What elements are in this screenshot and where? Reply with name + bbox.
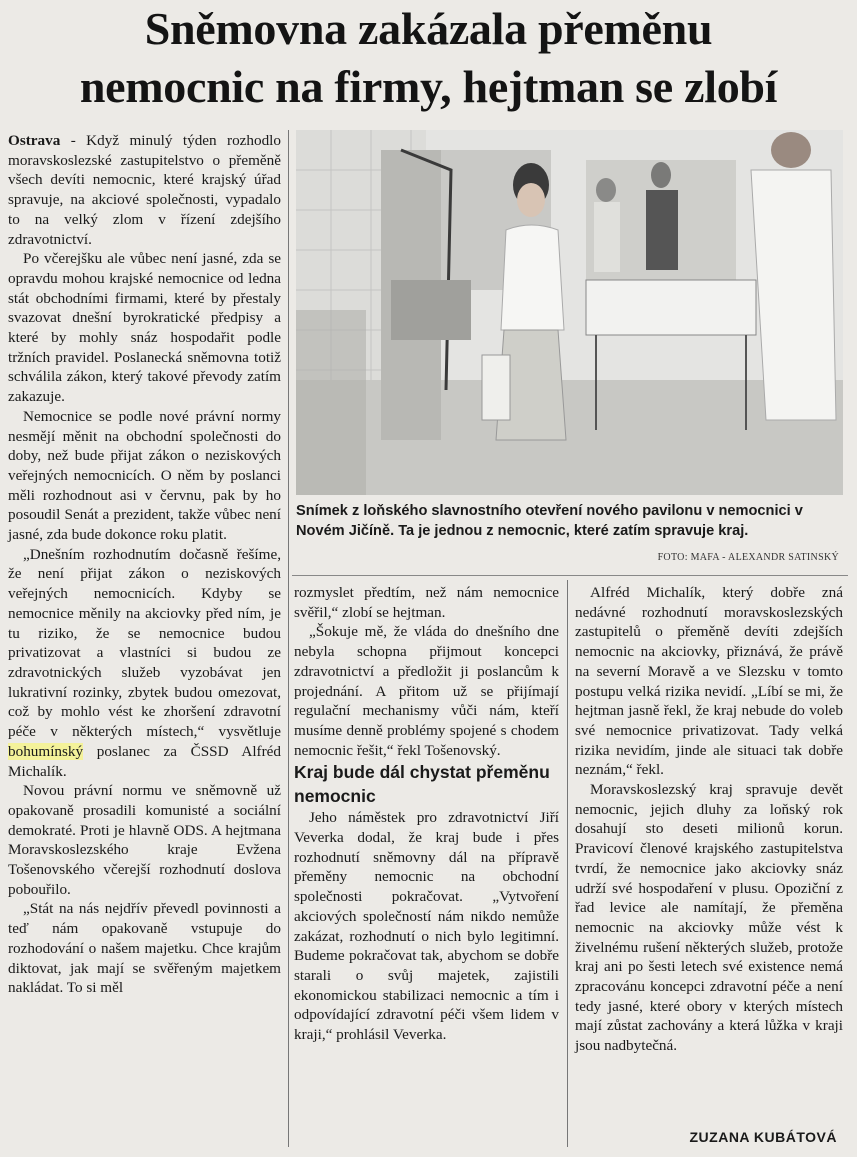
photo-divider [292, 575, 848, 576]
headline-line-1: Sněmovna zakázala přeměnu [144, 3, 713, 54]
column-2 [294, 583, 559, 1045]
paragraph: Nemocnice se podle nové právní normy nesmějí měnit na obchodní společnosti do doby, než bude přijat zákon o neziskových veřejných nemocnicích. O něm by poslanci měli rozhodnout asi v červnu, pak by ho posoudil Senát a prezident, takže vůbec není jasné, zda bude dokonce roku platit. [8, 407, 281, 544]
paragraph-quote: „Dnešním rozhodnutím dočasně řešíme, že není přijat zákon o neziskových veřejných nemocnicích. Kdyby se nemocnice měnily na akciovky před ním, je tu riziko, že se nemocnice budou privatizovat a vlastníci si budou ze zdravotnických služeb vyzobávat jen lukrativní rozinky, zbytek budou omezovat, což by mohlo vést ke zhoršení zdravotní péče v některých místech,“ vysvětluje bohumínský poslanec za ČSSD Alfréd Michalík. [8, 545, 281, 780]
headline [0, 0, 857, 116]
hospital-room-illustration [296, 130, 843, 495]
paragraph-quote: „Stát na nás nejdřív převedl povinnosti a teď nám opakovaně vstupuje do rozhodování o našem majetku. Chce krajům diktovat, jak mají se svěřeným majetkem nakládat. To si měl [8, 900, 281, 997]
dateline: Ostrava [8, 132, 61, 149]
headline-line-2: nemocnic na firmy, hejtman se zlobí [79, 61, 778, 112]
column-divider [567, 580, 568, 1147]
paragraph: Moravskoslezský kraj spravuje devět nemocnic, jejich dluhy za loňský rok dosahují sto deseti milionů korun. Pravicoví členové krajského zastupitelstva tvrdí, že nemocnice jako akciovky snáz udrží své hospodaření v plusu. Opoziční z řad levice ale namítají, že přeměna nemocnic na akciovky může vést k živelnému rušení některých služeb, protože kraj ani po šesti letech své existence nemá zpracovánu koncepci zdravotní péče a není tedy jasné, které obory v kterých místech mají zůstat zachovány a která lůžka v kraji jsou nadbytečná. [575, 781, 843, 1055]
paragraph: Po včerejšku ale vůbec není jasné, zda se opravdu mohou krajské nemocnice od ledna stát obchodními firmami, které by přestaly svazovat dnešní byrokratické předpisy a které by mohly snáz hospodařit podle tržních pravidel. Poslanecká sněmovna totiž schválila zákon, který takové převody zatím zakazuje. [8, 250, 281, 406]
photo-caption: Snímek z loňského slavnostního otevření nového pavilonu v nemocnici v Novém Jičíně. Ta je jednou z nemocnic, které zatím spravuje kraj. [296, 503, 803, 539]
author-byline: ZUZANA KUBÁTOVÁ [689, 1129, 837, 1145]
column-divider [288, 130, 289, 1147]
paragraph-lead: Ostrava - Když minulý týden rozhodlo moravskoslezské zastupitelstvo o přeměně všech devíti nemocnic, které krajský úřad spravuje, na akciové společnosti, vypadalo to na velký zlom v řízení zdejšího zdravotnictví. [8, 132, 281, 248]
column-3 [575, 583, 843, 1056]
paragraph: rozmyslet předtím, než nám nemocnice svěřil,“ zlobí se hejtman. [294, 584, 559, 621]
photo-credit: FOTO: MAFA - ALEXANDR SATINSKÝ [657, 552, 839, 563]
paragraph: Jeho náměstek pro zdravotnictví Jiří Veverka dodal, že kraj bude i přes rozhodnutí sněmovny dál na přípravě přeměny nemocnic na obchodní společnosti pokračovat. „Vytvoření akciových společností nám nikdo nemůže zakázat, rozhodnutí o nich bylo legitimní. Budeme pokračovat tak, abychom se dobře starali o svůj majetek, zajistili ekonomickou stabilizaci nemocnic a tím i odpovídající zdravotní péči všem lidem v kraji,“ prohlásil Veverka. [294, 809, 559, 1044]
paragraph: Novou právní normu ve sněmovně už opakovaně prosadili komunisté a sociální demokraté. Proti je hlavně ODS. A hejtmana Moravskoslezského kraje Evžena Tošenovského včerejší rozhodnutí doslova pobouřilo. [8, 782, 281, 898]
subheading: Kraj bude dál chystat přeměnu nemocnic [294, 762, 550, 807]
paragraph-quote: „Šokuje mě, že vláda do dnešního dne nebyla schopna přijmout koncepci zdravotnictví a předložit ji poslancům k projednání. A přitom už se přijímají regulační mechanismy vůči nám, kteří musíme denně problémy spojené s chodem nemocnic řešit,“ řekl Tošenovský. [294, 623, 559, 759]
column-1 [8, 131, 281, 998]
paragraph: Alfréd Michalík, který dobře zná nedávné rozhodnutí moravskoslezských zastupitelů o přeměně devíti zdejších nemocnic na akciovky, přiznává, že právě na severní Moravě a ve Slezsku v tomto postupu velká rizika nevidí. „Líbí se mi, že hejtman jasně řekl, že kraj nebude do voleb své nemocnice privatizovat. Tady velká rizika nevidím, jinde ale situaci tak dobře neznám,“ řekl. [575, 584, 843, 779]
news-photo [296, 130, 843, 495]
highlighted-text: bohumínský [8, 742, 84, 760]
